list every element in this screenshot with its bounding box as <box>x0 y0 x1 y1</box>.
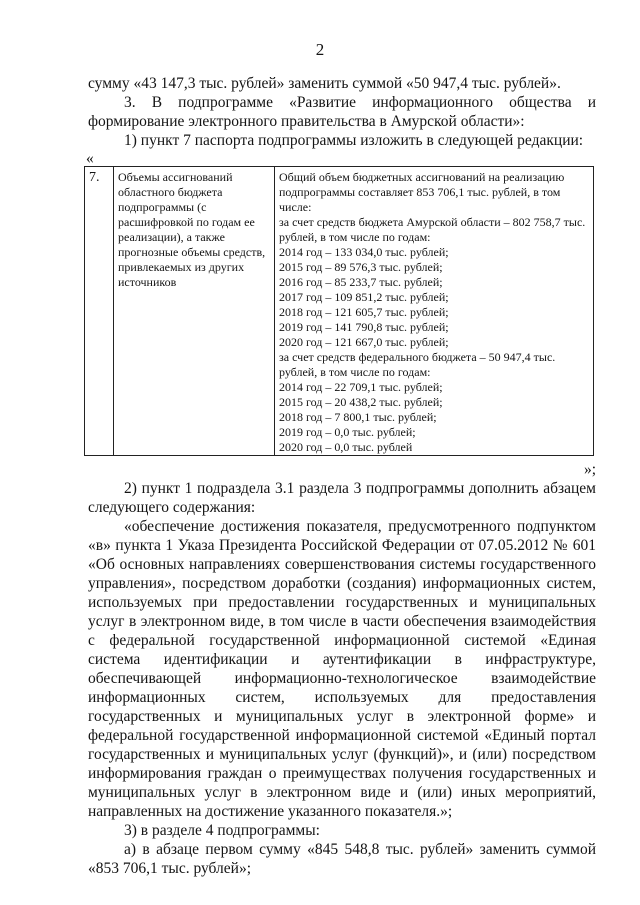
paragraph-subprogram-heading: 3. В подпрограмме «Развитие информационного общества и формирование электронного правительства в Амурской области»: <box>88 94 596 130</box>
value-line: Общий объем бюджетных ассигнований на реализацию подпрограммы составляет 853 706,1 тыс. рублей, в том числе: <box>279 170 565 214</box>
value-line: 2016 год – 85 233,7 тыс. рублей; <box>279 275 443 289</box>
value-line: 2018 год – 7 800,1 тыс. рублей; <box>279 410 437 424</box>
paragraph-item-2: 2) пункт 1 подраздела 3.1 раздела 3 подпрограммы дополнить абзацем следующего содержания: <box>88 480 596 516</box>
value-line: 2020 год – 121 667,0 тыс. рублей; <box>279 335 449 349</box>
opening-quote: « <box>86 150 94 167</box>
passport-table <box>84 166 594 456</box>
paragraph-item-3: 3) в разделе 4 подпрограммы: <box>124 822 320 839</box>
value-line: 2015 год – 89 576,3 тыс. рублей; <box>279 260 443 274</box>
value-line: 2014 год – 22 709,1 тыс. рублей; <box>279 380 443 394</box>
paragraph-sum-replacement: сумму «43 147,3 тыс. рублей» заменить суммой «50 947,4 тыс. рублей». <box>88 75 561 92</box>
closing-quote: »; <box>583 461 596 478</box>
paragraph-quoted-addition: «обеспечение достижения показателя, предусмотренного подпунктом «в» пункта 1 Указа Президента Российской Федерации от 07.05.2012 № 601 «Об основных направлениях совершенствования системы государственного управления», посредством доработки (создания) информационных систем, используемых при предоставлении государственных и муниципальных услуг в электронном виде, в том числе в части обеспечения взаимодействия с федеральной государственной информационной системой «Единая система идентификации и аутентификации в инфраструктуре, обеспечивающей информационно-технологическое взаимодействие информационных систем, используемых для предоставления государственных и муниципальных услуг в электронной форме» и федеральной государственной информационной системой «Единый портал государственных и муниципальных услуг (функций)», и (или) посредством информирования граждан о преимуществах получения государственных и муниципальных услуг в электронном виде и (или) иных мероприятий, направленных на достижение указанного показателя.»; <box>88 518 596 820</box>
value-line: 2015 год – 20 438,2 тыс. рублей; <box>279 395 443 409</box>
row-number: 7. <box>85 167 114 456</box>
table-row <box>85 167 594 456</box>
paragraph-item-3a: а) в абзаце первом сумму «845 548,8 тыс. рублей» заменить суммой «853 706,1 тыс. рублей»; <box>88 841 596 877</box>
value-line: 2017 год – 109 851,2 тыс. рублей; <box>279 290 449 304</box>
paragraph-item-7-intro: 1) пункт 7 паспорта подпрограммы изложить в следующей редакции: <box>124 132 584 149</box>
value-line: 2019 год – 141 790,8 тыс. рублей; <box>279 320 449 334</box>
value-line: за счет средств федерального бюджета – 50 947,4 тыс. рублей, в том числе по годам: <box>279 350 556 379</box>
document-body <box>88 74 596 878</box>
page-number: 2 <box>315 40 325 59</box>
value-line: за счет средств бюджета Амурской области – 802 758,7 тыс. рублей, в том числе по годам: <box>279 215 586 244</box>
value-line: 2018 год – 121 605,7 тыс. рублей; <box>279 305 449 319</box>
row-label: Объемы ассигнований областного бюджета подпрограммы (с расшифровкой по годам ее реализации), а также прогнозные объемы средств, привлекаемых из других источников <box>114 167 275 456</box>
row-value <box>275 167 594 456</box>
value-line: 2014 год – 133 034,0 тыс. рублей; <box>279 245 449 259</box>
value-line: 2020 год – 0,0 тыс. рублей <box>279 440 413 454</box>
value-line: 2019 год – 0,0 тыс. рублей; <box>279 425 416 439</box>
